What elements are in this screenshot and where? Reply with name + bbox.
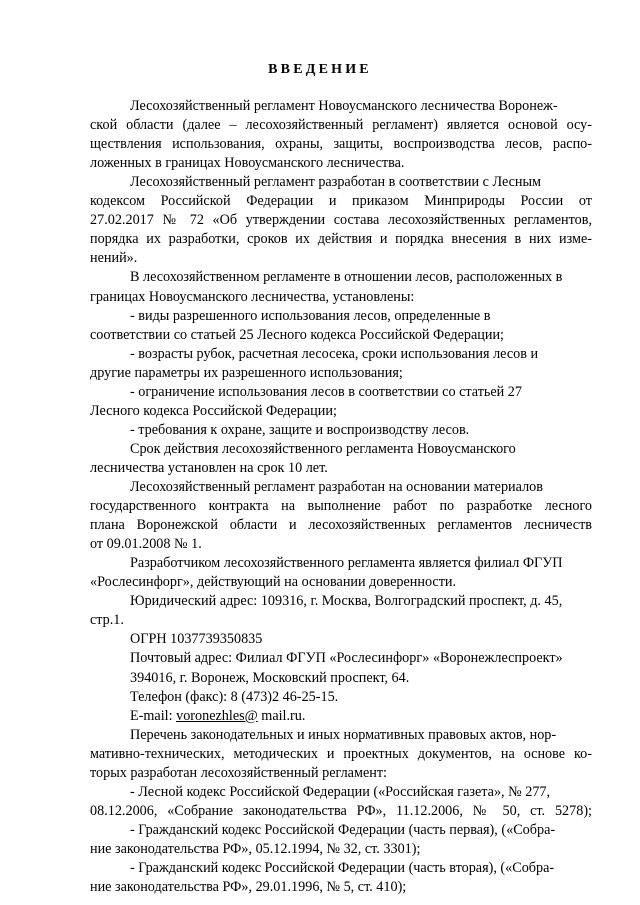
text-line: плана Воронежской области и лесохозяйственных регламентов лесничеств: [90, 517, 592, 534]
text-line: Лесохозяйственный регламент Новоусманского лесничества Воронеж-: [130, 98, 558, 114]
text-line: Разработчиком лесохозяйственного регламента является филиал ФГУП: [130, 555, 563, 572]
text-line: Почтовый адрес: Филиал ФГУП «Рослесинфорг» «Воронежлеспроект»: [130, 650, 563, 667]
text-line: от 09.01.2008 № 1.: [90, 536, 202, 553]
text-line: кодексом Российской Федерации и приказом Минприроды России от: [90, 193, 592, 210]
text-line: - возрасты рубок, расчетная лесосека, сроки использования лесов и: [130, 345, 539, 362]
text-line: лесничества установлен на срок 10 лет.: [90, 459, 328, 476]
text-line: - требования к охране, защите и воспроизводству лесов.: [130, 421, 470, 438]
text-line: государственного контракта на выполнение работ по разработке лесного: [90, 498, 592, 515]
text-line: - Гражданский кодекс Российской Федерации (часть вторая), («Собра-: [130, 860, 555, 876]
text-line: мативно-технических, методических и проектных документов, на основе ко-: [90, 745, 592, 762]
text-line: 394016, г. Воронеж, Московский проспект, 64.: [130, 669, 410, 686]
email-domain: mail.ru.: [257, 707, 306, 724]
text-line: ние законодательства РФ», 29.01.1996, № 5, ст. 410);: [90, 879, 407, 896]
text-line: Лесохозяйственный регламент разработан в соответствии с Лесным: [130, 174, 542, 191]
text-line: ской области (далее – лесохозяйственный регламент) является основой осу-: [90, 117, 592, 134]
text-line: «Рослесинфорг», действующий на основании доверенности.: [90, 574, 457, 591]
text-line: 27.02.2017 № 72 «Об утверждении состава лесохозяйственных регламентов,: [90, 212, 592, 229]
text-line: соответствии со статьей 25 Лесного кодекса Российской Федерации;: [90, 326, 504, 343]
email-link[interactable]: voronezhles@: [176, 707, 258, 724]
text-line: Телефон (факс): 8 (473)2 46-25-15.: [130, 688, 339, 705]
text-line: - Лесной кодекс Российской Федерации («Российская газета», № 277,: [130, 783, 551, 800]
text-line: нений».: [90, 250, 138, 267]
text-line: - ограничение использования лесов в соответствии со статьей 27: [130, 383, 522, 400]
text-line: другие параметры их разрешенного использования;: [90, 364, 403, 381]
text-line: ществления использования, охраны, защиты, воспроизводства лесов, распо-: [90, 136, 592, 153]
text-line: - Гражданский кодекс Российской Федерации (часть первая), («Собра-: [130, 821, 556, 838]
text-line: - виды разрешенного использования лесов, определенные в: [130, 307, 491, 324]
text-line: Юридический адрес: 109316, г. Москва, Волгоградский проспект, д. 45,: [130, 593, 563, 610]
text-line: торых разработан лесохозяйственный регламент:: [90, 764, 387, 781]
text-line: Лесного кодекса Российской Федерации;: [90, 402, 337, 419]
page-title: ВВЕДЕНИЕ: [268, 62, 372, 77]
text-line: Перечень законодательных и иных нормативных правовых актов, нор-: [130, 726, 557, 743]
email-label: E-mail:: [130, 707, 177, 724]
text-line: стр.1.: [90, 612, 124, 629]
text-line: ние законодательства РФ», 05.12.1994, № 32, ст. 3301);: [90, 840, 421, 857]
text-line: Лесохозяйственный регламент разработан на основании материалов: [130, 479, 543, 495]
text-line: В лесохозяйственном регламенте в отношении лесов, расположенных в: [130, 269, 563, 286]
text-line: 08.12.2006, «Собрание законодательства РФ», 11.12.2006, № 50, ст. 5278);: [90, 802, 592, 819]
text-line: границах Новоусманского лесничества, установлены:: [90, 288, 415, 305]
text-line: ОГРН 1037739350835: [130, 631, 263, 648]
text-line: порядка их разработки, сроков их действия и порядка внесения в них изме-: [90, 231, 592, 248]
email-line: [130, 708, 305, 724]
text-line: ложенных в границах Новоусманского лесничества.: [90, 155, 405, 172]
text-line: Срок действия лесохозяйственного регламента Новоусманского: [130, 440, 516, 457]
